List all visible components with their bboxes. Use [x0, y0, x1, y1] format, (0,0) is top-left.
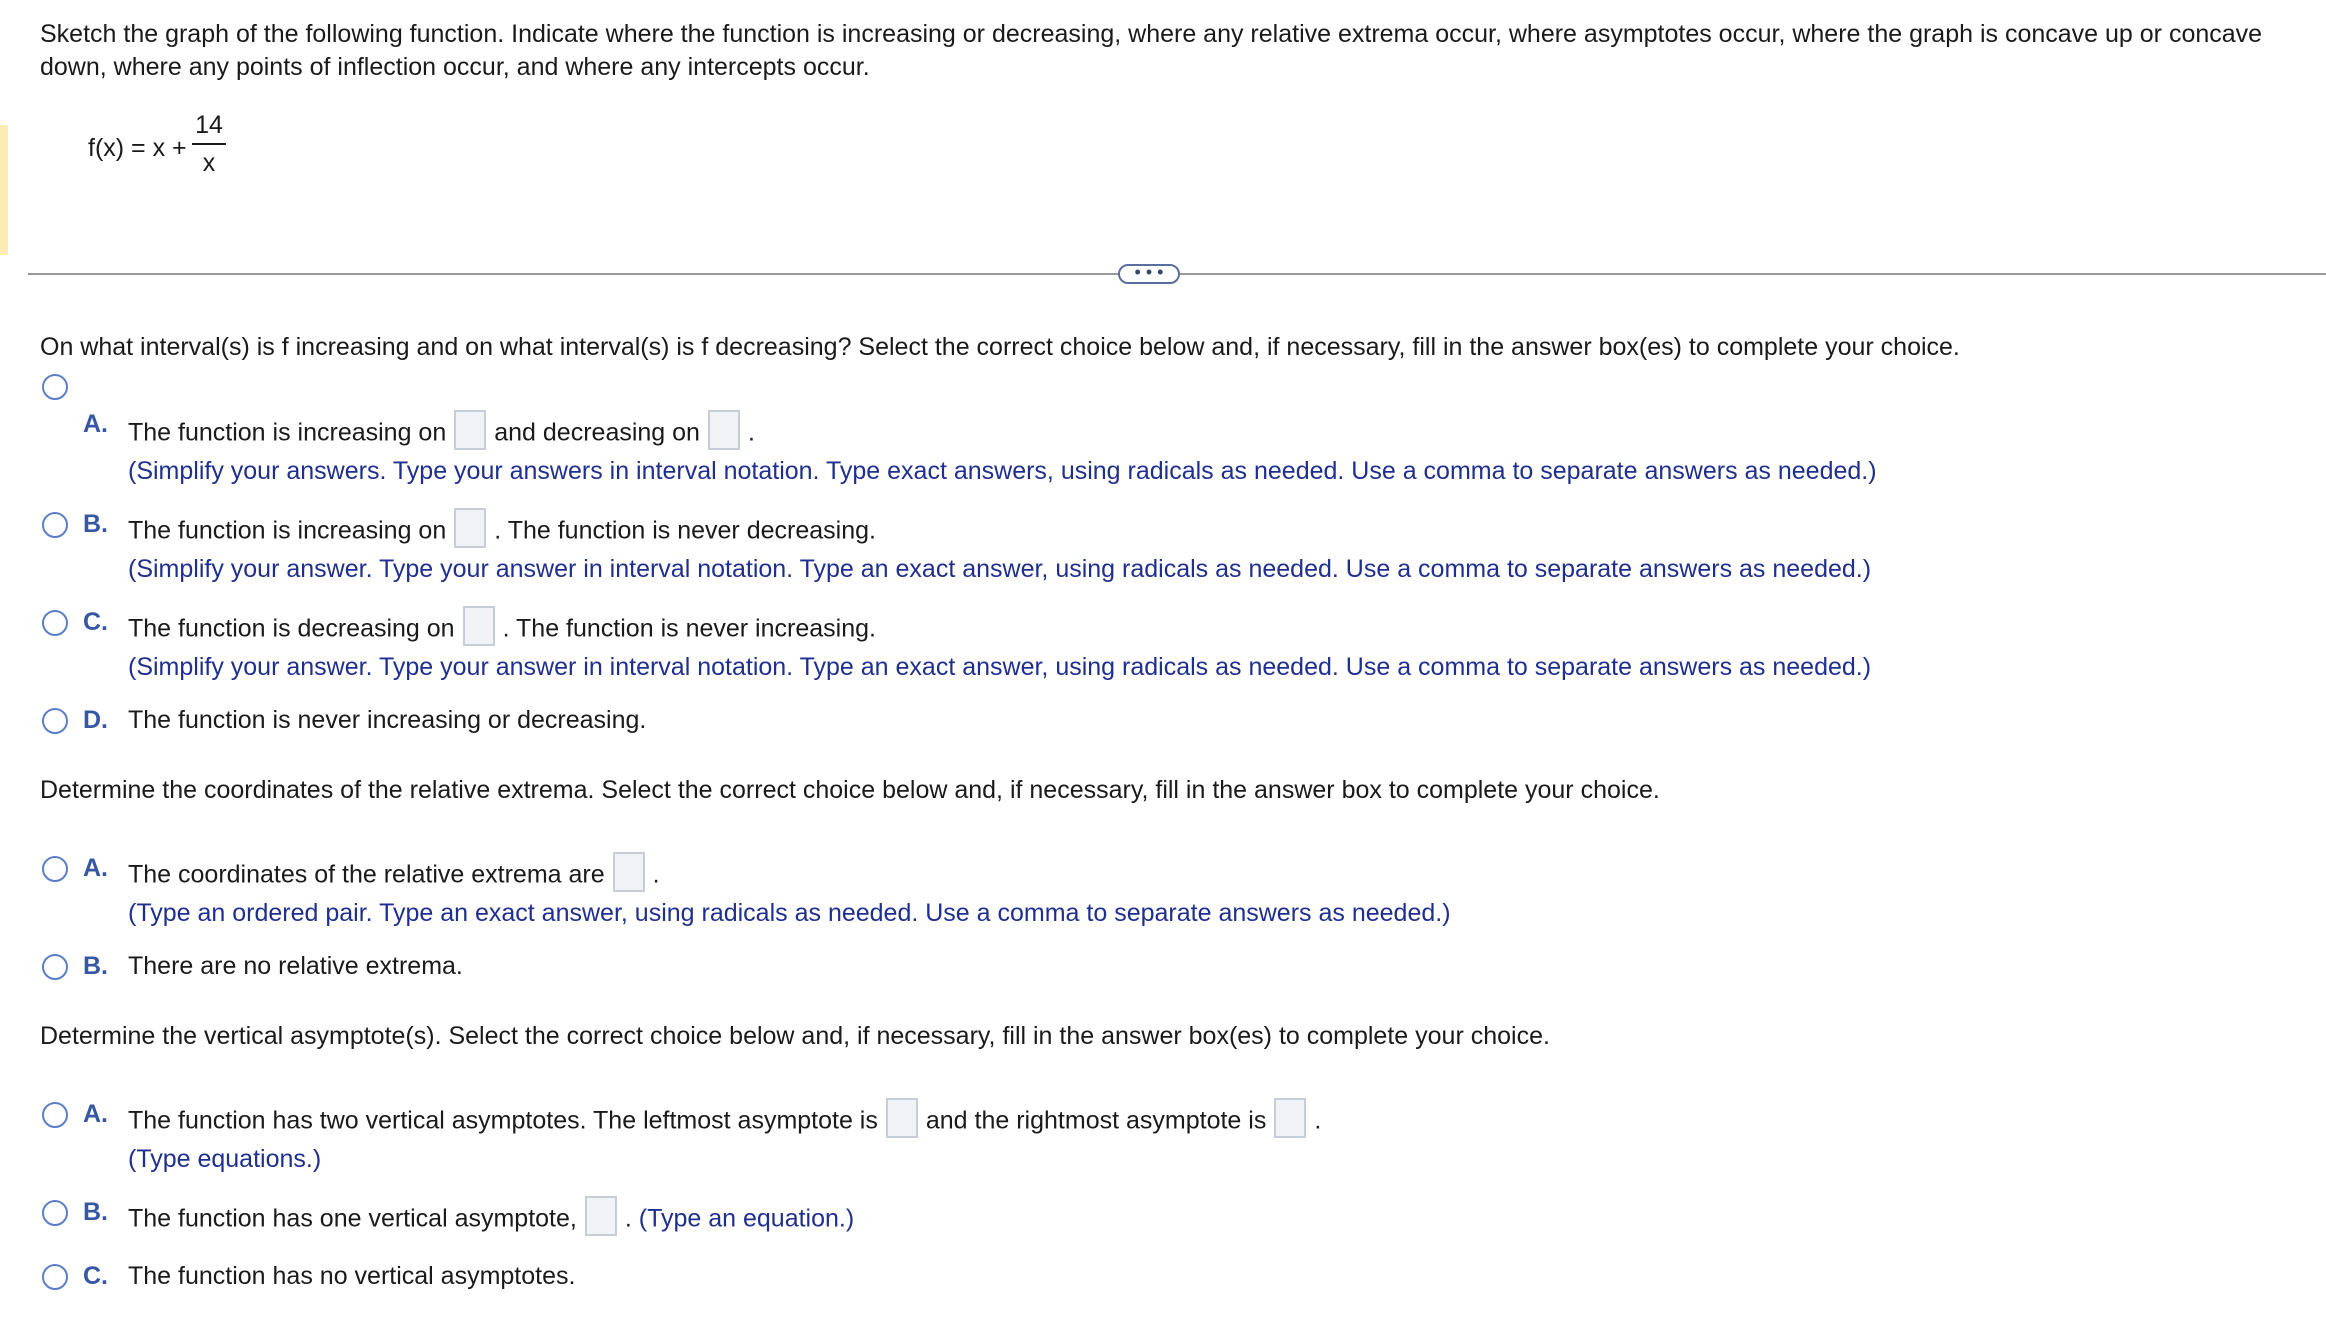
q3-option-b-hint: (Type an equation.)	[638, 1204, 855, 1233]
q2-extrema-answer-box[interactable]	[613, 852, 645, 892]
q1-option-c-hint: (Simplify your answer. Type your answer in interval notation. Type an exact answer, using radicals as needed. Use a comma to separate answers as needed.)	[128, 653, 1872, 681]
q1-option-a-letter: A.	[83, 410, 108, 438]
q3-option-a-text2: and the rightmost asymptote is	[925, 1106, 1267, 1135]
q3-option-a-radio[interactable]	[42, 1102, 68, 1128]
q1-option-a-radio[interactable]	[42, 374, 68, 400]
q1-option-b-line	[128, 516, 876, 548]
q2-option-a-radio[interactable]	[42, 856, 68, 882]
q1-option-d-text: The function is never increasing or decreasing.	[128, 706, 647, 734]
problem-instructions: Sketch the graph of the following function. Indicate where the function is increasing or decreasing, where any relative extrema occur, where asymptotes occur, where the graph is concave up or concave down, where any points of inflection occur, and where any intercepts occur.	[40, 20, 2263, 81]
q1-option-a-text1: The function is increasing on	[128, 418, 447, 447]
q3-option-a-line	[128, 1106, 1321, 1138]
fraction-bar	[192, 143, 226, 145]
q3-option-b-answer-box[interactable]	[585, 1196, 617, 1236]
q3-leftmost-asymptote-box[interactable]	[886, 1098, 918, 1138]
question-increasing-decreasing: On what interval(s) is f increasing and on what interval(s) is f decreasing? Select the correct choice below and, if necessary, fill in the answer box(es) to complete your choice.	[40, 333, 1960, 361]
q2-option-a-text1: The coordinates of the relative extrema are	[128, 860, 605, 889]
q3-option-a-hint: (Type equations.)	[128, 1145, 322, 1173]
q3-rightmost-asymptote-box[interactable]	[1274, 1098, 1306, 1138]
q2-option-b-radio[interactable]	[42, 954, 68, 980]
formula-fraction	[192, 110, 226, 178]
q2-option-a-text2: .	[652, 860, 660, 889]
q3-option-b-radio[interactable]	[42, 1200, 68, 1226]
formula-lhs: f(x) = x +	[88, 134, 187, 162]
q3-option-b-text1: The function has one vertical asymptote,	[128, 1204, 577, 1233]
q1-option-c-letter: C.	[83, 608, 108, 636]
q1-option-b-letter: B.	[83, 510, 108, 538]
q3-option-a-text1: The function has two vertical asymptotes. The leftmost asymptote is	[128, 1106, 878, 1135]
q2-option-b-letter: B.	[83, 952, 108, 980]
q1-decreasing-answer-box[interactable]	[708, 410, 740, 450]
question-relative-extrema: Determine the coordinates of the relative extrema. Select the correct choice below and, if necessary, fill in the answer box to complete your choice.	[40, 776, 1660, 804]
q1-option-c-text2: . The function is never increasing.	[502, 614, 876, 643]
q1-option-d-letter: D.	[83, 706, 108, 734]
q1-option-b-text2: . The function is never decreasing.	[494, 516, 876, 545]
q1-option-a-text2: and decreasing on	[494, 418, 700, 447]
q3-option-b-letter: B.	[83, 1198, 108, 1226]
q1-increasing-answer-box[interactable]	[454, 410, 486, 450]
left-highlight-bar	[0, 125, 8, 255]
q3-option-c-text: The function has no vertical asymptotes.	[128, 1262, 576, 1290]
q3-option-a-letter: A.	[83, 1100, 108, 1128]
q3-option-b-text2: .	[624, 1204, 632, 1233]
formula-numerator: 14	[195, 111, 223, 139]
q1-option-c-text1: The function is decreasing on	[128, 614, 455, 643]
q2-option-b-text: There are no relative extrema.	[128, 952, 463, 980]
q1-option-b-hint: (Simplify your answer. Type your answer in interval notation. Type an exact answer, using radicals as needed. Use a comma to separate answers as needed.)	[128, 555, 1872, 583]
question-vertical-asymptotes: Determine the vertical asymptote(s). Select the correct choice below and, if necessary, fill in the answer box(es) to complete your choice.	[40, 1022, 1550, 1050]
formula-denominator: x	[202, 149, 216, 177]
q1-option-d-radio[interactable]	[42, 708, 68, 734]
q2-option-a-line	[128, 860, 660, 892]
q1-option-b-answer-box[interactable]	[454, 508, 486, 548]
q3-option-c-letter: C.	[83, 1262, 108, 1290]
q1-option-c-answer-box[interactable]	[463, 606, 495, 646]
q3-option-b-line	[128, 1204, 854, 1236]
q2-option-a-hint: (Type an ordered pair. Type an exact answer, using radicals as needed. Use a comma to separate answers as needed.)	[128, 899, 1451, 927]
q1-option-c-radio[interactable]	[42, 610, 68, 636]
more-options-button[interactable]: • • •	[1118, 264, 1180, 284]
q1-option-b-text1: The function is increasing on	[128, 516, 447, 545]
q1-option-b-radio[interactable]	[42, 512, 68, 538]
q1-option-a-hint: (Simplify your answers. Type your answers in interval notation. Type exact answers, using radicals as needed. Use a comma to separate answers as needed.)	[128, 457, 1877, 485]
q3-option-c-radio[interactable]	[42, 1264, 68, 1290]
q2-option-a-letter: A.	[83, 854, 108, 882]
q1-option-a-line	[128, 418, 755, 450]
q3-option-a-text3: .	[1314, 1106, 1322, 1135]
q1-option-a-text3: .	[747, 418, 755, 447]
q1-option-c-line	[128, 614, 876, 646]
